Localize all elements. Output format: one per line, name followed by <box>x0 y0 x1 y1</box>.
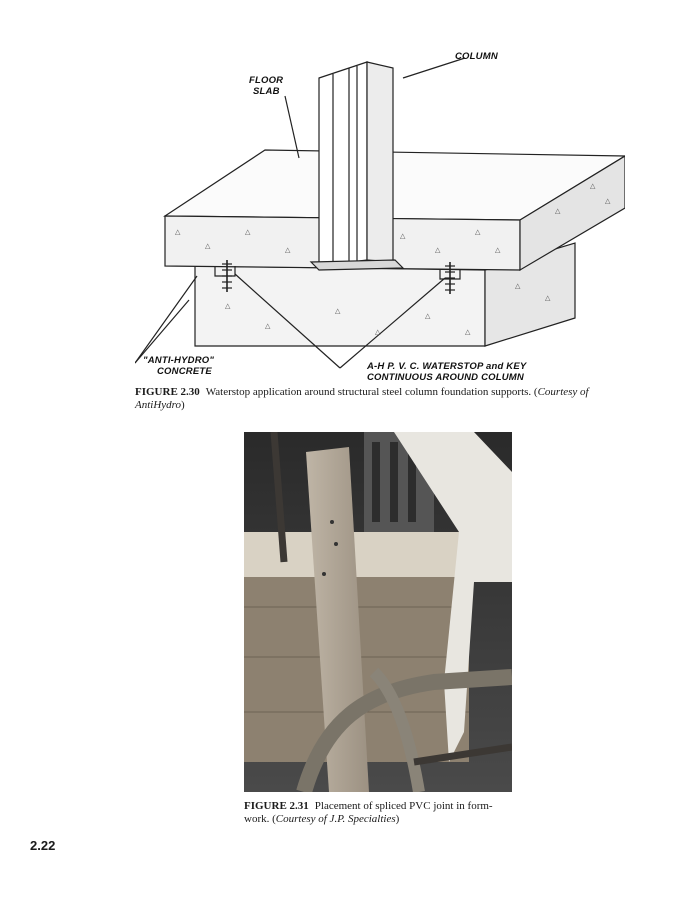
waterstop-label-line2: CONTINUOUS AROUND COLUMN <box>367 372 524 383</box>
svg-text:△: △ <box>245 228 251 236</box>
svg-text:△: △ <box>475 228 481 236</box>
svg-text:△: △ <box>545 294 551 302</box>
figure-number: FIGURE 2.31 <box>244 800 309 812</box>
svg-text:△: △ <box>335 307 341 315</box>
caption-close: ) <box>395 813 400 825</box>
figure-2-30-caption <box>135 386 625 412</box>
svg-text:△: △ <box>590 182 596 190</box>
svg-text:△: △ <box>400 232 406 240</box>
formwork-photo-illustration <box>244 432 512 792</box>
figure-number: FIGURE 2.30 <box>135 386 200 398</box>
anti-hydro-label-line2: CONCRETE <box>157 366 212 377</box>
anti-hydro-label-line1: "ANTI-HYDRO" <box>143 355 215 366</box>
page-number: 2.22 <box>30 838 56 853</box>
figure-2-31-caption <box>244 800 516 826</box>
caption-credit: Courtesy of J.P. Specialties <box>275 813 396 825</box>
svg-text:△: △ <box>175 228 181 236</box>
svg-text:△: △ <box>375 328 381 336</box>
svg-text:△: △ <box>555 207 561 215</box>
svg-text:△: △ <box>605 197 611 205</box>
caption-close: ) <box>181 399 185 411</box>
figure-2-31-photo <box>244 432 512 792</box>
svg-text:△: △ <box>495 246 501 254</box>
caption-credit: Courtesy of AntiHydro <box>135 386 589 411</box>
caption-text: Placement of spliced PVC joint in form-work. ( <box>244 800 493 825</box>
svg-text:△: △ <box>425 312 431 320</box>
caption-text: Waterstop application around structural steel column foundation supports. ( <box>205 386 538 398</box>
svg-text:△: △ <box>205 242 211 250</box>
column-label: COLUMN <box>455 51 498 62</box>
column-footing-diagram <box>135 38 625 383</box>
floor-slab-label-line2: SLAB <box>253 86 280 97</box>
figure-2-30-drawing <box>135 38 625 383</box>
svg-text:△: △ <box>435 246 441 254</box>
floor-slab-label-line1: FLOOR <box>249 75 284 86</box>
waterstop-label-line1: A-H P. V. C. WATERSTOP and KEY <box>367 361 527 372</box>
svg-text:△: △ <box>225 302 231 310</box>
svg-text:△: △ <box>285 246 291 254</box>
svg-text:△: △ <box>465 328 471 336</box>
svg-text:△: △ <box>515 282 521 290</box>
svg-text:△: △ <box>265 322 271 330</box>
